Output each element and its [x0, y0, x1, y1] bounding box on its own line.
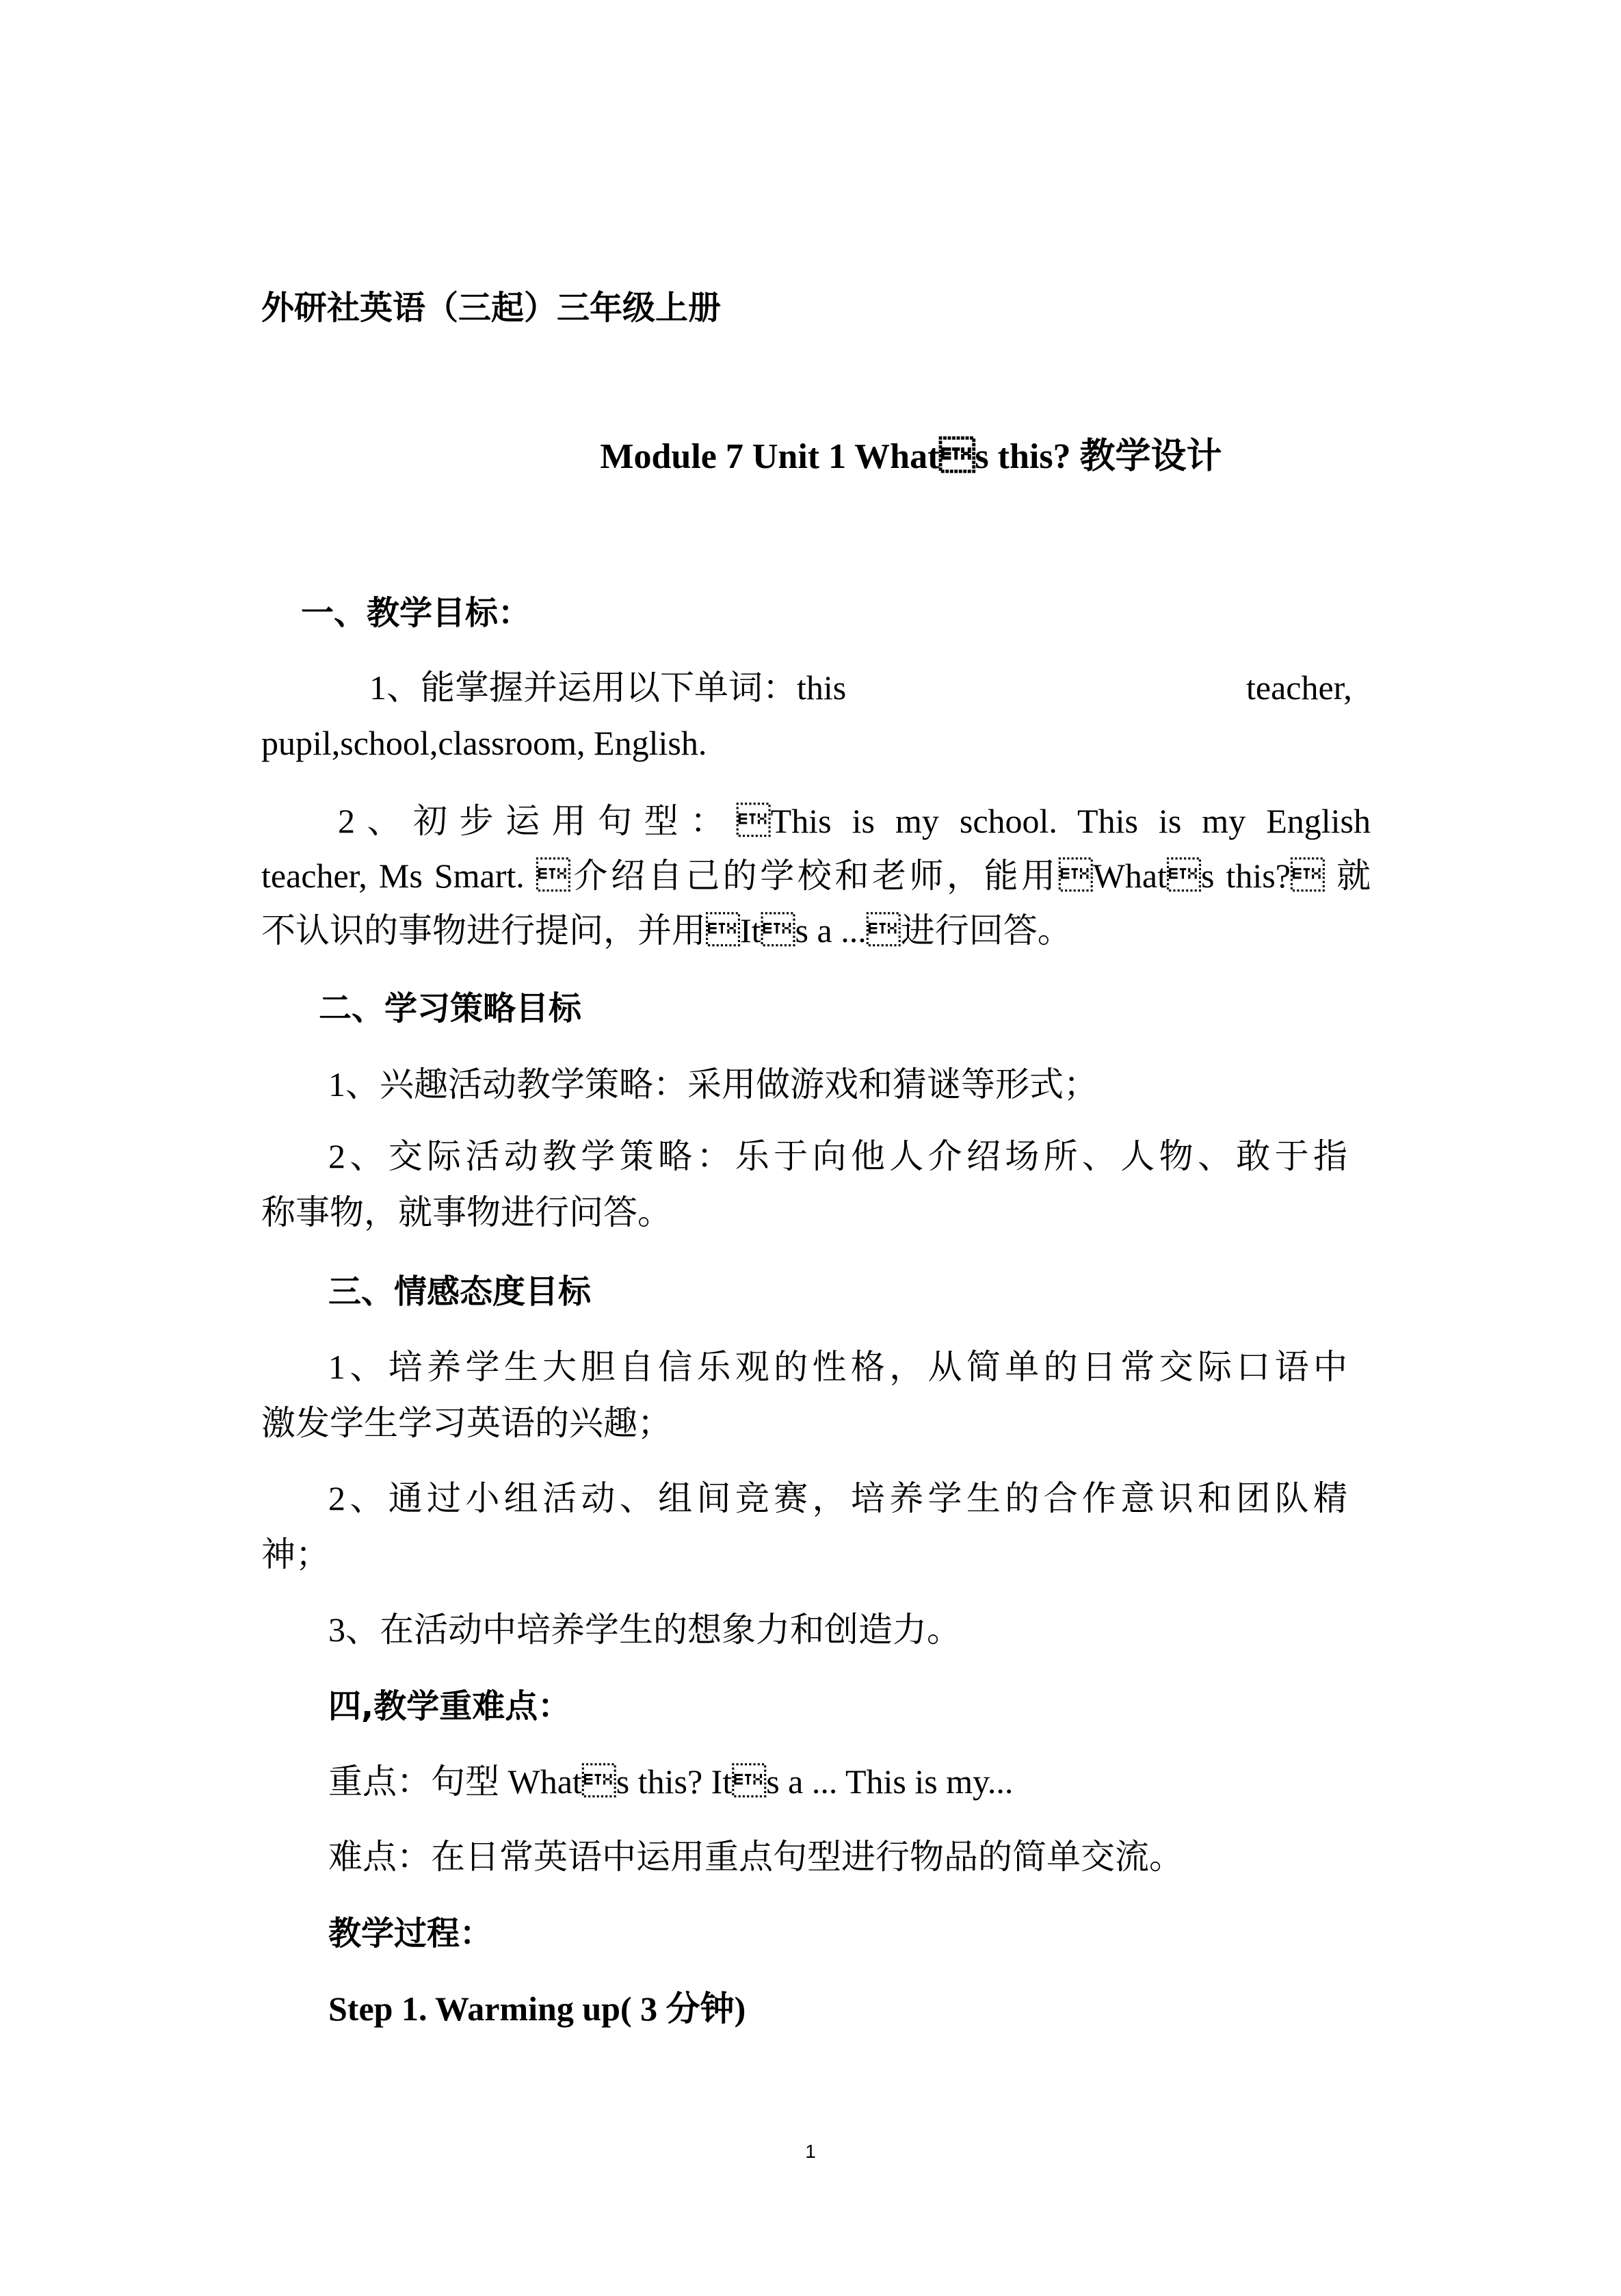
attitude-2-line-1: 2、通过小组活动、组间竞赛，培养学生的合作意识和团队精 — [328, 1479, 1347, 1517]
section-heading-attitude: 三、情感态度目标 — [328, 1273, 592, 1311]
strategy-2-line-1: 2、交际活动教学策略：乐于向他人介绍场所、人物、敢于指 — [328, 1137, 1347, 1175]
attitude-1-line-1: 1、培养学生大胆自信乐观的性格，从简单的日常交际口语中 — [328, 1348, 1347, 1386]
page-number: 1 — [805, 2141, 816, 2162]
key-point: 重点：句型 Whats this? Its a ... This is my... — [328, 1762, 1014, 1801]
header-title: 外研社英语（三起）三年级上册 — [261, 289, 722, 327]
section-heading-objectives: 一、教学目标： — [301, 594, 531, 632]
objective-2-line-2: teacher, Ms Smart. 介绍自己的学校和老师，能用Whats this? 就 — [261, 857, 1371, 895]
strategy-1: 1、兴趣活动教学策略：采用做游戏和猜谜等形式； — [328, 1065, 1098, 1104]
strategy-2-line-2: 称事物，就事物进行问答。 — [261, 1193, 672, 1231]
section-heading-strategy: 二、学习策略目标 — [319, 989, 582, 1028]
main-title: Module 7 Unit 1 Whats this? 教学设计 — [600, 437, 1222, 476]
difficulty: 难点：在日常英语中运用重点句型进行物品的简单交流。 — [328, 1838, 1183, 1876]
attitude-2-line-2: 神； — [261, 1535, 330, 1574]
attitude-3: 3、在活动中培养学生的想象力和创造力。 — [328, 1610, 961, 1649]
objective-2-line-3: 不认识的事物进行提问，并用Its a ...进行回答。 — [261, 911, 1072, 950]
objective-1-line-2: pupil,school,classroom, English. — [261, 724, 707, 762]
section-heading-key-points: 四,教学重难点： — [328, 1687, 571, 1725]
process-heading: 教学过程： — [328, 1914, 493, 1953]
objective-2-line-1: 2、初步运用句型：This is my school. This is my English — [338, 802, 1371, 840]
objective-1-line-1-left: 1、能掌握并运用以下单词：this — [369, 668, 847, 707]
attitude-1-line-2: 激发学生学习英语的兴趣； — [261, 1404, 672, 1442]
step-1-heading: Step 1. Warming up( 3 分钟) — [328, 1990, 746, 2028]
objective-1-line-1-right: teacher, — [1246, 668, 1352, 707]
